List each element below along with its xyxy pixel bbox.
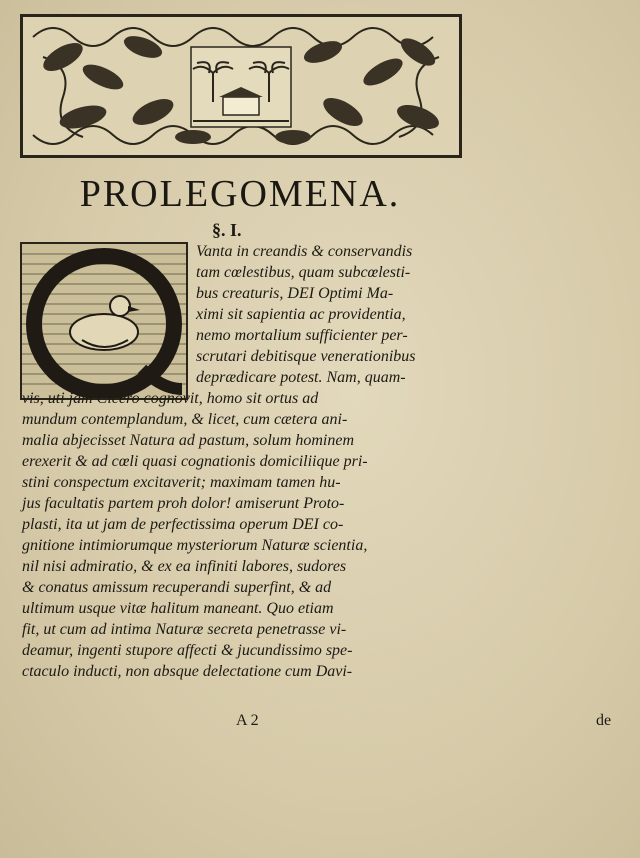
text-line: bus creaturis, DEI Optimi Ma- <box>196 285 394 302</box>
text-line: fit, ut cum ad intima Naturæ secreta penetrasse vi- <box>22 621 347 638</box>
text-line: tam cœlestibus, quam subcœlesti- <box>196 264 411 281</box>
decorated-initial <box>20 242 188 400</box>
text-line: stini conspectum excitaverit; maximam tamen hu- <box>22 474 341 491</box>
text-line: gnitione intimiorumque mysteriorum Naturæ scientia, <box>22 537 368 554</box>
text-line: & conatus amissum recuperandi superfint, & ad <box>22 579 332 596</box>
headpiece-foliage-illustration <box>23 17 459 155</box>
text-line: ctaculo inducti, non absque delectatione cum Davi- <box>22 663 353 680</box>
text-line: jus facultatis partem proh dolor! amiserunt Proto- <box>22 495 345 512</box>
text-line: malia abjecisset Natura ad pastum, solum hominem <box>22 432 354 449</box>
page-signature: A 2 <box>236 712 259 729</box>
ornamental-headpiece <box>20 14 462 158</box>
text-line: nemo mortalium sufficienter per- <box>196 327 408 344</box>
text-line: nil nisi admiratio, & ex ea infiniti labores, sudores <box>22 558 347 575</box>
text-line: ultimum usque vitæ halitum maneant. Quo etiam <box>22 600 334 617</box>
text-line: erexerit & ad cœli quasi cognationis domiciliique pri- <box>22 453 368 470</box>
text-line: scrutari debitisque venerationibus <box>196 348 416 365</box>
page-title: PROLEGOMENA. <box>79 173 401 215</box>
text-line: plasti, ita ut jam de perfectissima operum DEI co- <box>22 516 344 533</box>
decorated-initial-illustration <box>22 244 186 398</box>
text-line: vis, uti jam Cicero cognovit, homo sit ortus ad <box>22 390 319 407</box>
text-line: ximi sit sapientia ac providentia, <box>196 306 406 323</box>
text-line: deprædicare potest. Nam, quam- <box>196 369 406 386</box>
text-line: mundum contemplandum, & licet, cum cætera ani- <box>22 411 348 428</box>
text-line: deamur, ingenti stupore affecti & jucundissimo spe- <box>22 642 353 659</box>
text-line: Vanta in creandis & conservandis <box>196 243 413 260</box>
section-number: §. I. <box>212 220 242 240</box>
catchword: de <box>596 712 612 729</box>
